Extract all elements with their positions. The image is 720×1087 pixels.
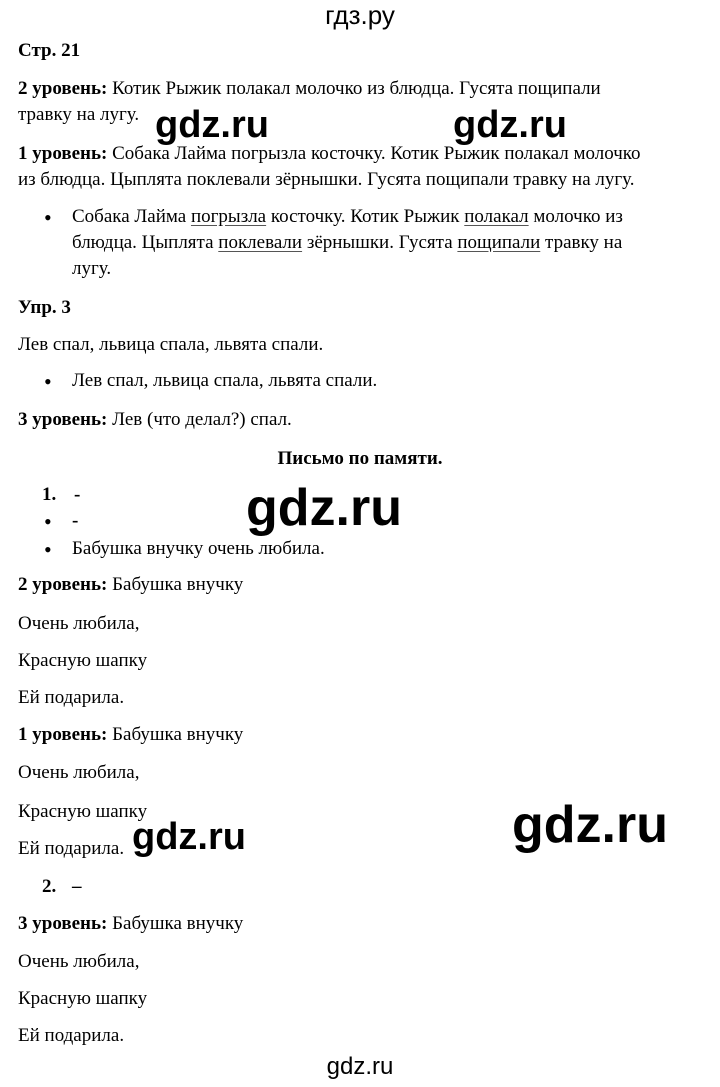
bullet-marker: •: [44, 369, 52, 394]
level3-text: [18, 407, 708, 433]
poem-line: Ей подарила.: [18, 687, 125, 708]
poem-line: Бабушка внучку: [112, 574, 244, 595]
level-label: 2 уровень:: [18, 78, 108, 99]
level-label: 2 уровень:: [18, 574, 108, 595]
watermark: gdz.ru: [155, 104, 269, 146]
watermark: gdz.ru: [512, 796, 668, 854]
text-line: Лев (что делал?) спал.: [112, 409, 292, 430]
level1-text: [18, 722, 708, 748]
site-footer: gdz.ru: [326, 1053, 394, 1080]
underlined-verb: пощипали: [457, 232, 541, 253]
poem-line: Красную шапку: [18, 988, 148, 1009]
level1-text: [18, 141, 708, 167]
watermark: gdz.ru: [132, 816, 246, 858]
item-text: -: [74, 484, 81, 505]
text-fragment: косточку. Котик Рыжик: [266, 206, 465, 227]
watermark: gdz.ru: [246, 479, 402, 537]
poem-line: Ей подарила.: [18, 838, 125, 859]
poem-line: Бабушка внучку: [112, 724, 244, 745]
text-fragment: молочко из: [528, 206, 623, 227]
list-item-line: [72, 230, 702, 256]
item-number: 1.: [42, 484, 57, 505]
page-number: Стр. 21: [18, 40, 81, 61]
poem-line: Красную шапку: [18, 801, 148, 822]
level2-text: [18, 572, 708, 598]
poem-line: Бабушка внучку: [112, 913, 244, 934]
text-line: Собака Лайма погрызла косточку. Котик Рыжик полакал молочко: [112, 143, 641, 164]
bullet-marker: •: [44, 537, 52, 562]
level-label: 1 уровень:: [18, 143, 108, 164]
text-fragment: зёрнышки. Гусята: [302, 232, 458, 253]
watermark: gdz.ru: [453, 104, 567, 146]
text-line: травку на лугу.: [18, 104, 140, 125]
underlined-verb: полакал: [464, 206, 529, 227]
bullet-marker: •: [44, 205, 52, 230]
poem-line: Очень любила,: [18, 951, 140, 972]
level-label: 1 уровень:: [18, 724, 108, 745]
text-fragment: блюдца. Цыплята: [72, 232, 219, 253]
section-title: Письмо по памяти.: [277, 448, 443, 469]
item-number: 2.: [42, 876, 57, 897]
list-item-line: лугу.: [72, 258, 112, 279]
poem-line: Очень любила,: [18, 613, 140, 634]
poem-line: Ей подарила.: [18, 1025, 125, 1046]
list-item: Лев спал, львица спала, львята спали.: [72, 370, 378, 391]
text-fragment: Собака Лайма: [72, 206, 191, 227]
underlined-verb: погрызла: [190, 206, 267, 227]
list-item: -: [72, 510, 79, 531]
text-line: из блюдца. Цыплята поклевали зёрнышки. Гусята пощипали травку на лугу.: [18, 169, 635, 190]
text-line: Лев спал, львица спала, львята спали.: [18, 334, 324, 355]
exercise-title: Упр. 3: [18, 297, 71, 318]
level2-text: [18, 76, 708, 102]
text-fragment: травку на: [540, 232, 623, 253]
item-text: –: [72, 876, 82, 897]
poem-line: Очень любила,: [18, 762, 140, 783]
list-item: [72, 204, 702, 230]
site-header: гдз.ру: [325, 0, 395, 30]
underlined-verb: поклевали: [218, 232, 303, 253]
level-label: 3 уровень:: [18, 913, 108, 934]
level3-text: [18, 911, 708, 937]
level-label: 3 уровень:: [18, 409, 108, 430]
poem-line: Красную шапку: [18, 650, 148, 671]
bullet-marker: •: [44, 509, 52, 534]
text-line: Котик Рыжик полакал молочко из блюдца. Гусята пощипали: [112, 78, 601, 99]
list-item: Бабушка внучку очень любила.: [72, 538, 325, 559]
